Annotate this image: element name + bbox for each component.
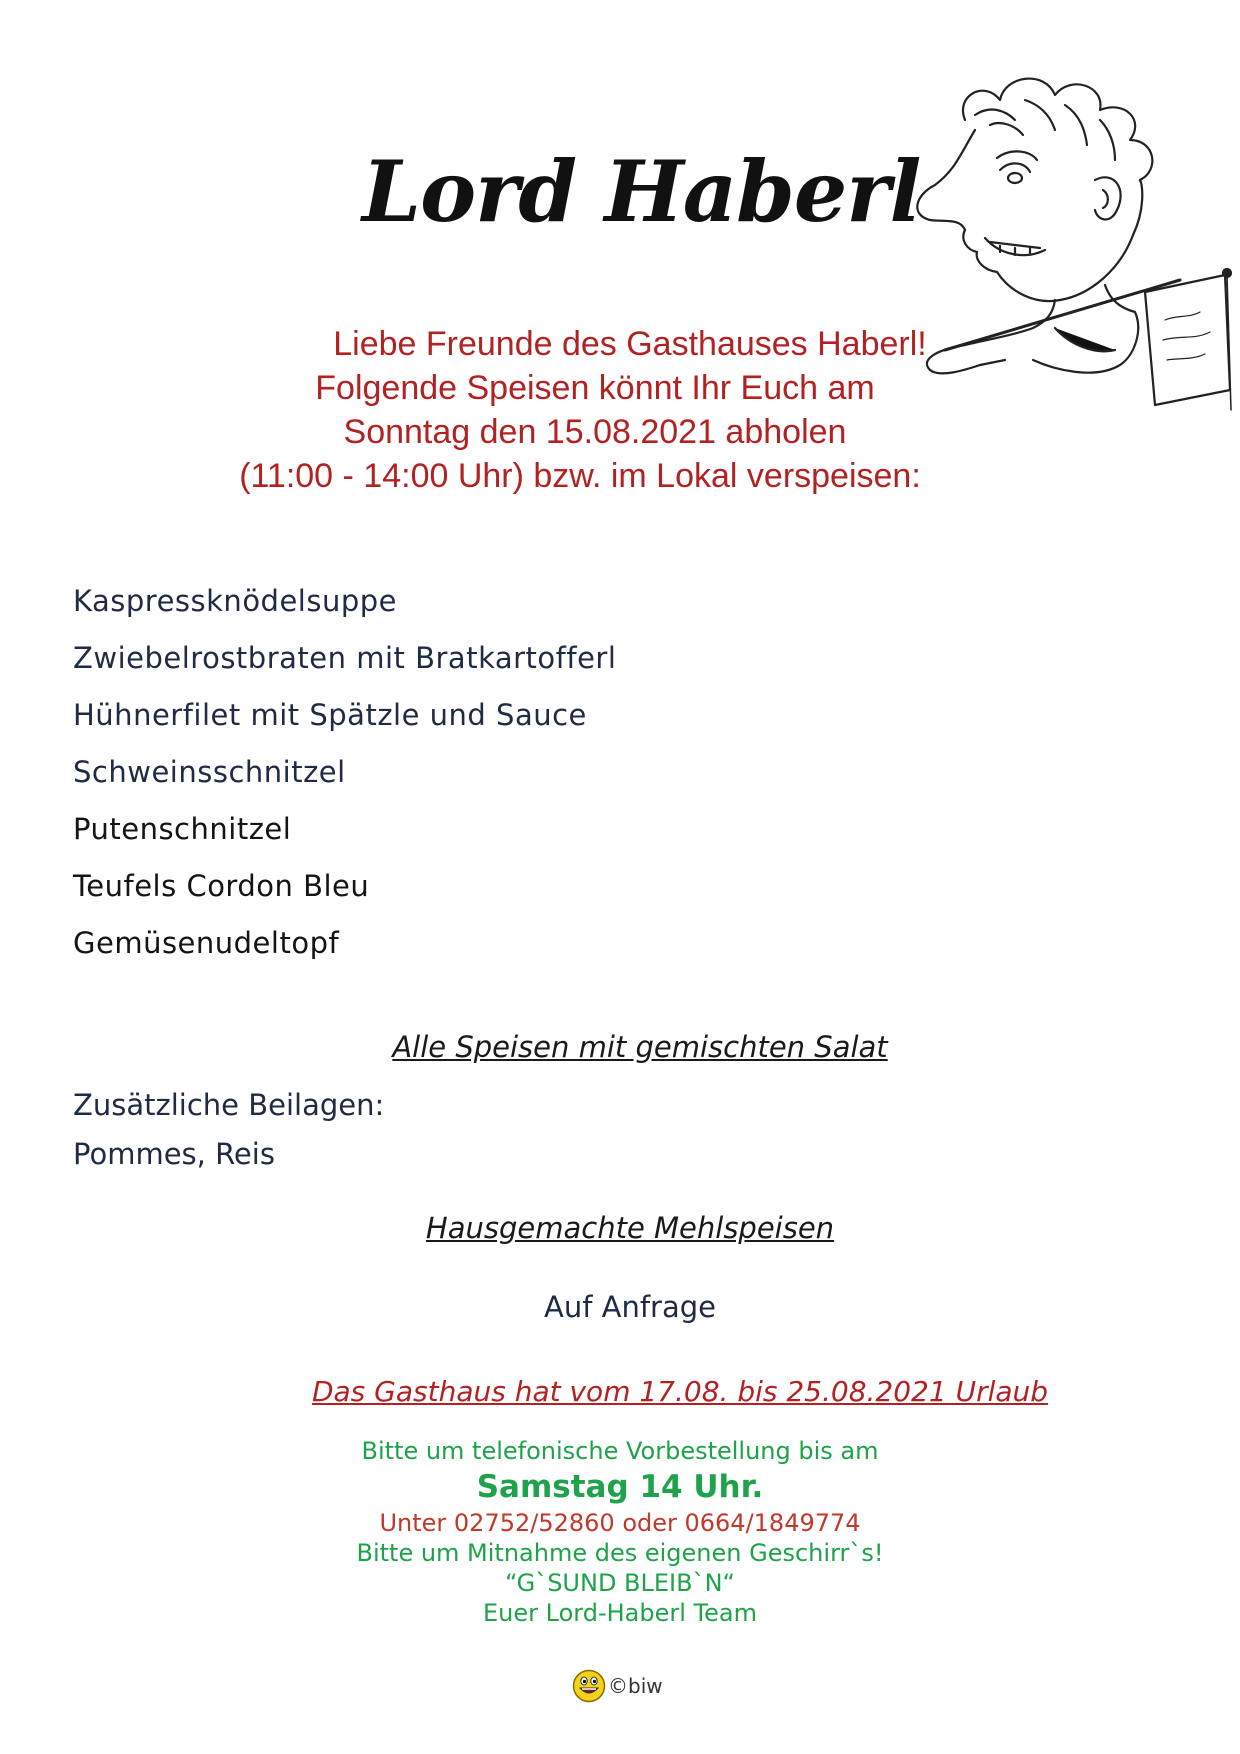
greeting-line: Liebe Freunde des Gasthauses Haberl! xyxy=(333,325,927,363)
menu-item: Gemüsenudeltopf xyxy=(73,926,340,960)
credit-text: ©biw xyxy=(608,1674,663,1698)
greeting-line: (11:00 - 14:00 Uhr) bzw. im Lokal verspeisen: xyxy=(239,457,921,495)
vacation-notice: Das Gasthaus hat vom 17.08. bis 25.08.2021 Urlaub xyxy=(311,1375,1049,1408)
team-signature: Euer Lord-Haberl Team xyxy=(483,1599,757,1627)
smiley-icon xyxy=(572,1669,606,1703)
dessert-heading: Hausgemachte Mehlspeisen xyxy=(425,1211,835,1245)
menu-item: Putenschnitzel xyxy=(73,812,292,846)
menu-item: Hühnerfilet mit Spätzle und Sauce xyxy=(73,698,587,732)
menu-list xyxy=(73,573,616,972)
phone-numbers: Unter 02752/52860 oder 0664/1849774 xyxy=(379,1509,861,1537)
contact-block xyxy=(0,1436,1240,1628)
logo-text: Lord Haberl xyxy=(362,142,921,241)
motto: “G`SUND BLEIB`N“ xyxy=(505,1569,735,1597)
menu-item: Teufels Cordon Bleu xyxy=(73,869,370,903)
preorder-text: Bitte um telefonische Vorbestellung bis am xyxy=(361,1437,879,1465)
sides-label: Zusätzliche Beilagen: xyxy=(73,1088,385,1122)
preorder-deadline: Samstag 14 Uhr. xyxy=(476,1469,764,1505)
menu-item: Zwiebelrostbraten mit Bratkartofferl xyxy=(73,641,617,675)
dessert-note: Auf Anfrage xyxy=(543,1290,717,1324)
bring-dishes-note: Bitte um Mitnahme des eigenen Geschirr`s! xyxy=(356,1539,884,1567)
greeting-line: Sonntag den 15.08.2021 abholen xyxy=(343,413,847,451)
greeting-block xyxy=(140,322,1020,498)
menu-item: Schweinsschnitzel xyxy=(73,755,346,789)
sides-value: Pommes, Reis xyxy=(73,1137,275,1171)
footer xyxy=(572,1666,663,1706)
salad-note: Alle Speisen mit gemischten Salat xyxy=(392,1030,888,1064)
menu-item: Kaspressknödelsuppe xyxy=(73,584,398,618)
greeting-line: Folgende Speisen könnt Ihr Euch am xyxy=(315,369,875,407)
